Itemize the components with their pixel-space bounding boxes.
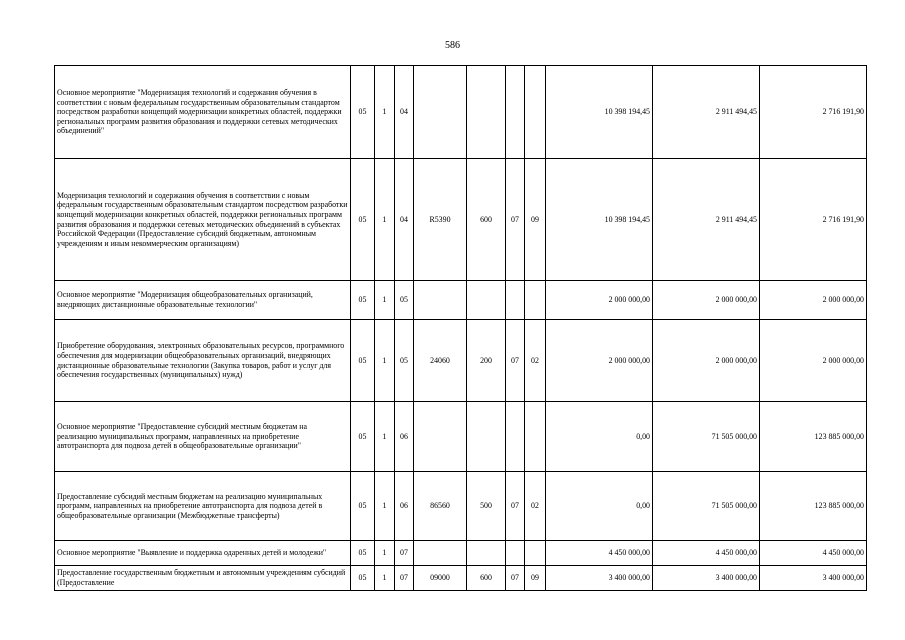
code-cell (506, 402, 525, 472)
code-cell: 04 (395, 66, 414, 159)
amount-cell: 4 450 000,00 (760, 541, 867, 566)
code-cell (467, 402, 506, 472)
code-cell: R5390 (414, 159, 467, 281)
code-cell (506, 541, 525, 566)
row-name: Основное мероприятие "Модернизация технологий и содержания обучения в соответствии с новым федеральным государственным образовательным стандартом посредством разработки концепций модернизации конкретных областей, поддержки региональных программ развития образования и поддержки сетевых методических объединений" (55, 66, 351, 159)
amount-cell: 2 000 000,00 (760, 320, 867, 402)
table-row (55, 402, 867, 472)
code-cell: 24060 (414, 320, 467, 402)
table-row (55, 66, 867, 159)
code-cell: 05 (351, 66, 375, 159)
amount-cell: 0,00 (546, 402, 653, 472)
code-cell: 06 (395, 472, 414, 541)
code-cell: 600 (467, 566, 506, 591)
amount-cell: 4 450 000,00 (653, 541, 760, 566)
code-cell (506, 66, 525, 159)
code-cell: 07 (506, 566, 525, 591)
code-cell: 07 (506, 320, 525, 402)
code-cell: 1 (375, 159, 395, 281)
amount-cell: 2 000 000,00 (760, 281, 867, 320)
code-cell: 1 (375, 472, 395, 541)
code-cell (467, 281, 506, 320)
amount-cell: 71 505 000,00 (653, 472, 760, 541)
table-row (55, 281, 867, 320)
code-cell: 05 (351, 566, 375, 591)
code-cell: 05 (395, 281, 414, 320)
amount-cell: 2 000 000,00 (546, 320, 653, 402)
code-cell (506, 281, 525, 320)
code-cell: 86560 (414, 472, 467, 541)
amount-cell: 4 450 000,00 (546, 541, 653, 566)
code-cell: 600 (467, 159, 506, 281)
code-cell: 1 (375, 320, 395, 402)
code-cell (414, 541, 467, 566)
row-name: Основное мероприятие "Предоставление субсидий местным бюджетам на реализацию муниципальных программ, направленных на приобретение автотранспорта для подвоза детей в общеобразовательные организации" (55, 402, 351, 472)
code-cell: 07 (506, 472, 525, 541)
row-name: Приобретение оборудования, электронных образовательных ресурсов, программного обеспечения для модернизации общеобразовательных организаций, внедряющих дистанционные образовательные технологии (Закупка товаров, работ и услуг для обеспечения государственных (муниципальных) нужд) (55, 320, 351, 402)
code-cell (525, 281, 546, 320)
code-cell: 05 (351, 541, 375, 566)
table-row (55, 472, 867, 541)
amount-cell: 2 911 494,45 (653, 159, 760, 281)
code-cell: 05 (351, 320, 375, 402)
code-cell: 1 (375, 566, 395, 591)
code-cell: 05 (351, 472, 375, 541)
amount-cell: 123 885 000,00 (760, 402, 867, 472)
code-cell: 1 (375, 541, 395, 566)
code-cell: 07 (395, 541, 414, 566)
code-cell: 05 (351, 402, 375, 472)
code-cell (467, 541, 506, 566)
page-number: 586 (445, 40, 460, 51)
code-cell: 05 (351, 159, 375, 281)
code-cell: 1 (375, 402, 395, 472)
code-cell (525, 541, 546, 566)
code-cell: 09 (525, 159, 546, 281)
code-cell: 07 (395, 566, 414, 591)
code-cell: 200 (467, 320, 506, 402)
code-cell (467, 66, 506, 159)
row-name: Модернизация технологий и содержания обучения в соответствии с новым федеральным государственным образовательным стандартом посредством разработки концепций модернизации конкретных областей, поддержки региональных программ развития образования и поддержки сетевых методических объединений в субъектах Российской Федерации (Предоставление субсидий бюджетным, автономным учреждениям и иным некоммерческим организациям) (55, 159, 351, 281)
amount-cell: 3 400 000,00 (653, 566, 760, 591)
code-cell (414, 281, 467, 320)
code-cell: 02 (525, 472, 546, 541)
code-cell: 04 (395, 159, 414, 281)
row-name: Предоставление субсидий местным бюджетам на реализацию муниципальных программ, направленных на приобретение автотранспорта для подвоза детей в общеобразовательные организации (Межбюджетные трансферты) (55, 472, 351, 541)
code-cell (414, 402, 467, 472)
code-cell: 1 (375, 281, 395, 320)
table-row (55, 320, 867, 402)
budget-table (54, 65, 867, 591)
code-cell (414, 66, 467, 159)
code-cell: 05 (351, 281, 375, 320)
amount-cell: 2 911 494,45 (653, 66, 760, 159)
row-name: Основное мероприятие "Выявление и поддержка одаренных детей и молодежи" (55, 541, 351, 566)
code-cell: 09000 (414, 566, 467, 591)
code-cell: 05 (395, 320, 414, 402)
code-cell (525, 66, 546, 159)
code-cell: 500 (467, 472, 506, 541)
amount-cell: 2 000 000,00 (546, 281, 653, 320)
code-cell: 02 (525, 320, 546, 402)
table-row (55, 566, 867, 591)
code-cell: 1 (375, 66, 395, 159)
table-row (55, 159, 867, 281)
amount-cell: 2 716 191,90 (760, 66, 867, 159)
table-row (55, 541, 867, 566)
amount-cell: 71 505 000,00 (653, 402, 760, 472)
amount-cell: 10 398 194,45 (546, 66, 653, 159)
amount-cell: 2 000 000,00 (653, 320, 760, 402)
code-cell: 06 (395, 402, 414, 472)
amount-cell: 3 400 000,00 (760, 566, 867, 591)
row-name: Основное мероприятие "Модернизация общеобразовательных организаций, внедряющих дистанционные образовательные технологии" (55, 281, 351, 320)
code-cell: 09 (525, 566, 546, 591)
amount-cell: 2 000 000,00 (653, 281, 760, 320)
code-cell: 07 (506, 159, 525, 281)
amount-cell: 2 716 191,90 (760, 159, 867, 281)
amount-cell: 3 400 000,00 (546, 566, 653, 591)
amount-cell: 0,00 (546, 472, 653, 541)
amount-cell: 10 398 194,45 (546, 159, 653, 281)
amount-cell: 123 885 000,00 (760, 472, 867, 541)
row-name: Предоставление государственным бюджетным и автономным учреждениям субсидий (Предоставление (55, 566, 351, 591)
code-cell (525, 402, 546, 472)
